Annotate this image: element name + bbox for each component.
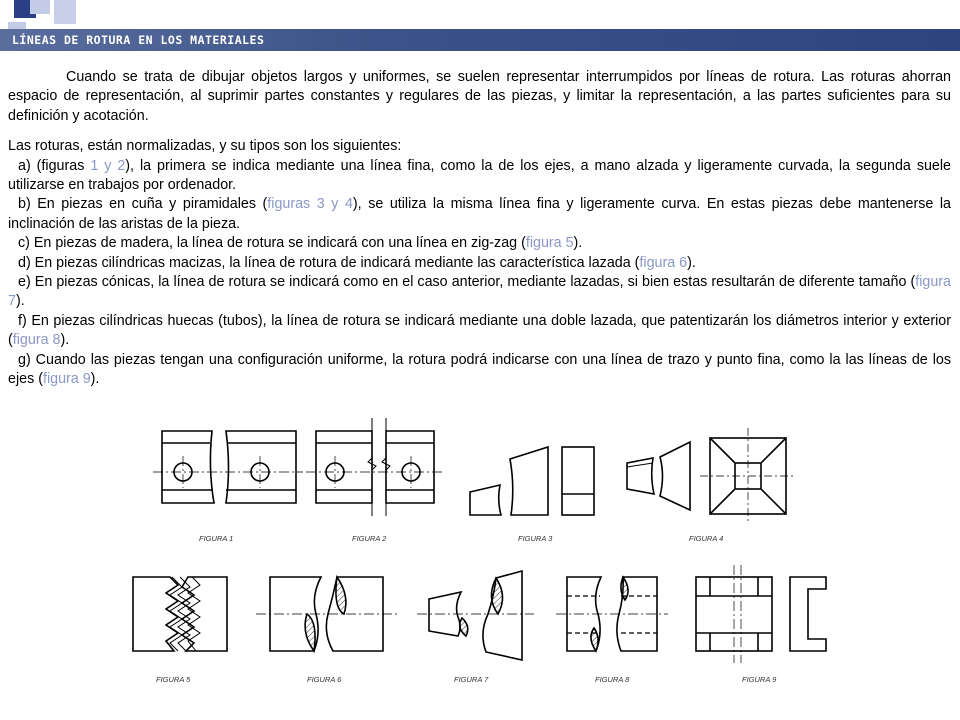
caption-figura-8: FIGURA 8 bbox=[595, 675, 630, 684]
figure-2-drawing bbox=[306, 418, 444, 516]
figure-6-drawing bbox=[256, 577, 397, 651]
item-f-text: f) En piezas cilíndricas huecas (tubos), la línea de rotura se indicará mediante una doble lazada, que patentizarán los diámetros interior y exterior ( bbox=[8, 312, 951, 349]
figure-9-drawing bbox=[696, 565, 826, 663]
item-a-text-end: ), la primera se indica mediante una línea fina, como la de los ejes, a mano alzada y ligeramente curvada, la segunda suele utilizarse en trabajos por ordenador. bbox=[8, 157, 951, 194]
figure-8-drawing bbox=[556, 577, 668, 651]
caption-figura-5: FIGURA 5 bbox=[156, 675, 191, 684]
item-g-text-end: ). bbox=[90, 371, 100, 388]
figure-3-drawing bbox=[470, 447, 594, 515]
caption-figura-3: FIGURA 3 bbox=[518, 534, 553, 543]
figure-7-drawing bbox=[417, 571, 534, 660]
item-d-text-end: ). bbox=[687, 254, 696, 271]
caption-figura-7: FIGURA 7 bbox=[454, 675, 489, 684]
figure-ref-3-4[interactable]: figuras 3 y 4 bbox=[267, 196, 353, 213]
figure-ref-8[interactable]: figura 8 bbox=[12, 332, 61, 349]
figure-ref-5[interactable]: figura 5 bbox=[525, 235, 574, 252]
types-intro: Las roturas, están normalizadas, y su tipos son los siguientes: bbox=[8, 138, 402, 155]
item-e-text-end: ). bbox=[15, 293, 25, 310]
caption-figura-2: FIGURA 2 bbox=[352, 534, 387, 543]
item-c-text: c) En piezas de madera, la línea de rotura se indicará con una línea en zig-zag ( bbox=[18, 235, 526, 252]
caption-figura-4: FIGURA 4 bbox=[689, 534, 724, 543]
page-title: LÍNEAS DE ROTURA EN LOS MATERIALES bbox=[12, 33, 265, 47]
item-g-text: g) Cuando las piezas tengan una configuración uniforme, la rotura podrá indicarse con una línea de trazo y punto fina, como la las líneas de los ejes ( bbox=[8, 351, 951, 388]
caption-figura-6: FIGURA 6 bbox=[307, 675, 342, 684]
figure-4-drawing bbox=[627, 428, 796, 524]
figure-5-drawing bbox=[133, 577, 227, 651]
figure-ref-7[interactable]: figura 7 bbox=[8, 274, 951, 310]
figure-ref-1-2[interactable]: 1 y 2 bbox=[90, 157, 126, 174]
item-f-text-end: ). bbox=[60, 332, 70, 349]
figure-ref-6[interactable]: figura 6 bbox=[639, 254, 688, 271]
figure-1-drawing bbox=[153, 431, 303, 503]
figure-ref-9[interactable]: figura 9 bbox=[42, 371, 91, 388]
item-e-text: e) En piezas cónicas, la línea de rotura se indicará como en el caso anterior, mediante lazadas, si bien estas resultarán de diferente tamaño ( bbox=[18, 274, 916, 291]
item-b-text: b) En piezas en cuña y piramidales ( bbox=[18, 196, 268, 213]
caption-figura-1: FIGURA 1 bbox=[199, 534, 234, 543]
item-a-text: a) (figuras bbox=[18, 157, 91, 174]
item-b-text-end: ), se utiliza la misma línea fina y ligeramente curva. En estas piezas debe mantenerse la inclinación de las aristas de la pieza. bbox=[8, 196, 951, 232]
item-c-text-end: ). bbox=[573, 235, 583, 252]
intro-paragraph: Cuando se trata de dibujar objetos largos y uniformes, se suelen representar interrumpidos por líneas de rotura. Las roturas ahorran espacio de representación, al suprimir partes constantes y regulares de las piezas, y limitar la representación, a las partes suficientes para su definición y acotación. bbox=[8, 69, 951, 124]
caption-figura-9: FIGURA 9 bbox=[742, 675, 777, 684]
item-d-text: d) En piezas cilíndricas macizas, la línea de rotura de indicará mediante las característica lazada ( bbox=[18, 254, 640, 271]
